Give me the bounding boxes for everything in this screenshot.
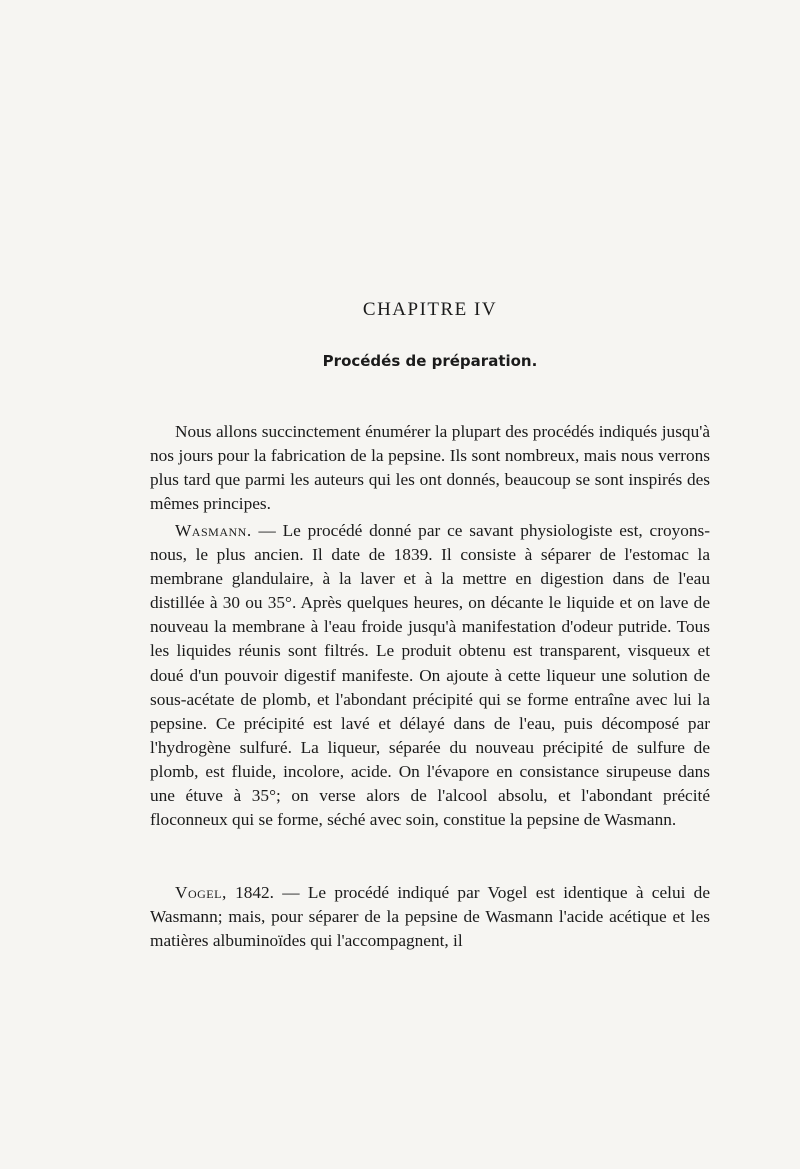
author-name-wasmann: Wasmann. — [175, 521, 252, 540]
chapter-heading: CHAPITRE IV — [362, 299, 498, 320]
paragraph-vogel-text: 1842. — Le procédé indiqué par Vogel est identique à celui de Wasmann; mais, pour séparer de la pepsine de Wasmann l'acide acétique et les matières albuminoïdes qui l'accompagnent, il — [150, 883, 710, 951]
paragraph-intro — [150, 420, 710, 516]
paragraph-vogel — [150, 881, 710, 953]
author-name-vogel: Vogel, — [175, 883, 227, 902]
paragraph-intro-text: Nous allons succinctement énumérer la plupart des procédés indiqués jusqu'à nos jours pour la fabrication de la pepsine. Ils sont nombreux, mais nous verrons plus tard que parmi les auteurs qui les ont donnés, beaucoup se sont inspirés des mêmes principes. — [150, 422, 710, 514]
section-heading: Procédés de préparation. — [322, 352, 538, 370]
paragraph-wasmann — [150, 519, 710, 832]
paragraph-wasmann-text: — Le procédé donné par ce savant physiologiste est, croyons-nous, le plus ancien. Il date de 1839. Il consiste à séparer de l'estomac la membrane glandulaire, à la laver et à la mettre en digestion dans de l'eau distillée à 30 ou 35°. Après quelques heures, on décante le liquide et on lave de nouveau la membrane à l'eau froide jusqu'à manifestation d'odeur putride. Tous les liquides réunis sont filtrés. Le produit obtenu est transparent, visqueux et doué d'un pouvoir digestif manifeste. On ajoute à cette liqueur une solution de sous-acétate de plomb, et l'abondant précipité qui se forme entraîne avec lui la pepsine. Ce précipité est lavé et délayé dans de l'eau, puis décomposé par l'hydrogène sulfuré. La liqueur, séparée du nouveau précipité de sulfure de plomb, est fluide, incolore, acide. On l'évapore en consistance sirupeuse dans une étuve à 35°; on verse alors de l'alcool absolu, et l'abondant précité floconneux qui se forme, séché avec soin, constitue la pepsine de Wasmann. — [150, 521, 710, 830]
